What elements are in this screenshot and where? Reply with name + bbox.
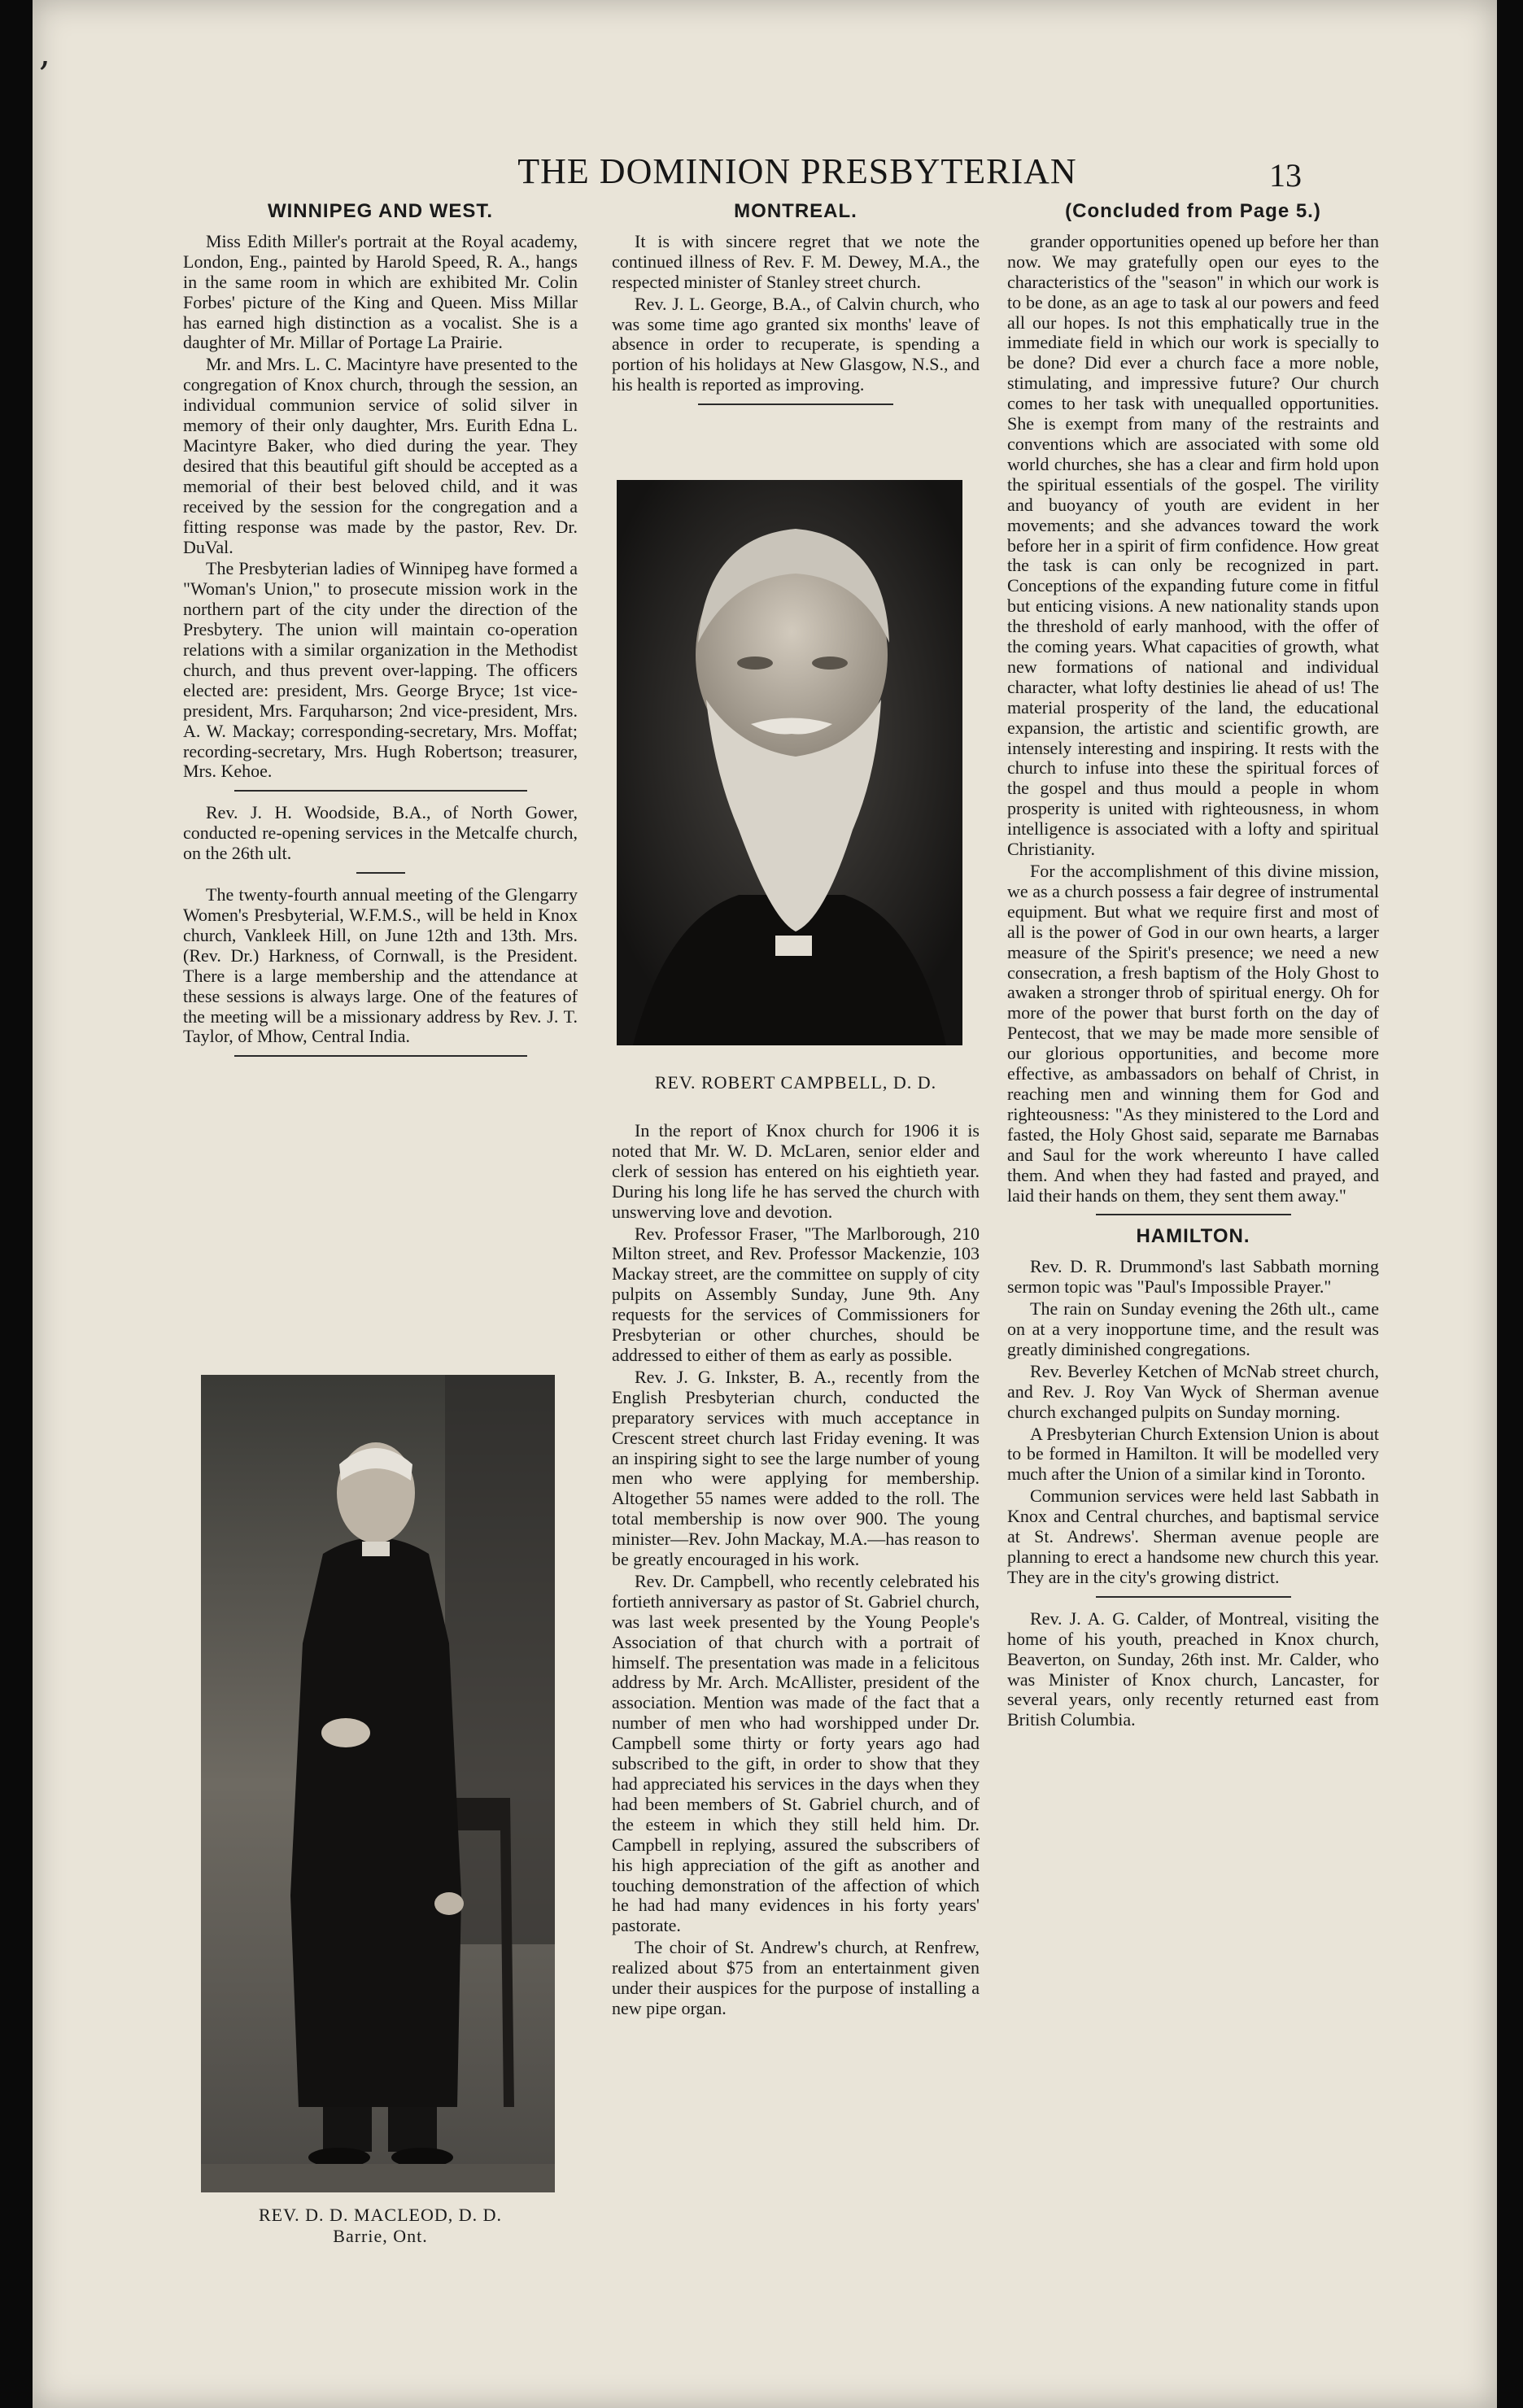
- article-paragraph: It is with sincere regret that we note the continued illness of Rev. F. M. Dewey, M.A., the respected minister of Stanley street church.: [612, 230, 980, 292]
- column-rule: [1096, 1596, 1291, 1598]
- article-paragraph: Rev. J. H. Woodside, B.A., of North Gower, conducted re-opening services in the Metcalfe church, on the 26th ult.: [183, 802, 578, 864]
- article-paragraph: The Presbyterian ladies of Winnipeg have formed a "Woman's Union," to prosecute mission work in the northern part of the city under the direction of the Presbytery. The union will maintain co-operation relations with a similar organization in the Methodist church, and thus prevent over-lapping. The officers elected are: president, Mrs. George Bryce; 1st vice-president, Mrs. Farquharson; 2nd vice-president, Mrs. A. W. Mackay; corresponding-secretary, Mrs. Moffat; recording-secretary, Mrs. Hugh Robertson; treasurer, Mrs. Kehoe.: [183, 558, 578, 782]
- section-heading-montreal: MONTREAL.: [734, 200, 858, 222]
- column-rule: [698, 404, 893, 405]
- article-paragraph: The rain on Sunday evening the 26th ult., came on at a very inopportune time, and the result was greatly diminished congregations.: [1007, 1298, 1379, 1359]
- article-paragraph: Miss Edith Miller's portrait at the Royal academy, London, Eng., painted by Harold Speed, R. A., hangs in the same room in which are exhibited Mr. Colin Forbes' picture of the King and Queen. Miss Millar has earned high distinction as a vocalist. She is a daughter of Mr. Millar of Portage La Prairie.: [183, 230, 578, 353]
- article-paragraph: Rev. Professor Fraser, "The Marlborough, 210 Milton street, and Rev. Professor Mackenzie, 103 Mackay street, are the committee on supply of city pulpits on Assembly Sunday, June 9th. Any requests for the services of Commissioners for Presbyterian or other churches, should be addressed to either of them as early as possible.: [612, 1223, 980, 1365]
- photo-caption-campbell: REV. ROBERT CAMPBELL, D. D.: [654, 1072, 937, 1093]
- article-paragraph: For the accomplishment of this divine mission, we as a church possess a fair degree of instrumental equipment. But what we require first and most of all is the power of God in our own hearts, a larger measure of the Spirit's presence; we need a new consecration, a fresh baptism of the Holy Ghost to awaken a stronger throb of spiritual energy. Oh for more of the power that burst forth on the day of Pentecost, that we may be made more sensible of our glorious opportunities, and become more effective, as ambassadors on behalf of Christ, in reaching men and winning them for God and righteousness: "As they ministered to the Lord and fasted, the Holy Ghost said, separate me Barnabas and Saul for the work whereunto I have called them. And when they had fasted and prayed, and laid their hands on them, they sent them away.": [1007, 861, 1379, 1206]
- article-paragraph: A Presbyterian Church Extension Union is about to be formed in Hamilton. It will be modelled very much after the Union of a similar kind in Toronto.: [1007, 1423, 1379, 1485]
- caption-name: REV. D. D. MACLEOD, D. D.: [259, 2205, 502, 2225]
- article-paragraph: In the report of Knox church for 1906 it is noted that Mr. W. D. McLaren, senior elder and clerk of session has entered on his eightieth year. During his long life he has served the church with unswerving love and devotion.: [612, 1120, 980, 1222]
- article-paragraph: Rev. J. G. Inkster, B. A., recently from the English Presbyterian church, conducted the preparatory services with much acceptance in Crescent street church last Friday evening. It was an inspiring sight to see the large number of young men who were applying for membership. Altogether 55 names were added to the roll. The total membership is now over 900. The young minister—Rev. John Mackay, M.A.—has reason to be greatly encouraged in his work.: [612, 1366, 980, 1570]
- section-heading-winnipeg: WINNIPEG AND WEST.: [267, 200, 494, 222]
- article-paragraph: Mr. and Mrs. L. C. Macintyre have presented to the congregation of Knox church, through the session, an individual communion service of solid silver in memory of their only daughter, Mrs. Eurith Edna L. Macintyre Baker, who died during the year. They desired that this beautiful gift should be accepted as a memorial of their best beloved child, and it was received by the session for the congregation and a fitting response was made by the pastor, Rev. Dr. DuVal.: [183, 354, 578, 557]
- middle-column-top: [612, 202, 980, 417]
- column-rule: [1096, 1214, 1291, 1215]
- article-paragraph: Rev. Beverley Ketchen of McNab street church, and Rev. J. Roy Van Wyck of Sherman avenue church exchanged pulpits on Sunday morning.: [1007, 1360, 1379, 1422]
- article-paragraph: The twenty-fourth annual meeting of the Glengarry Women's Presbyterial, W.F.M.S., will be held in Knox church, Vankleek Hill, on June 12th and 13th. Mrs. (Rev. Dr.) Harkness, of Cornwall, is the President. There is a large membership and the attendance at these sessions is always large. One of the features of the meeting will be a missionary address by Rev. J. T. Taylor, of Mhow, Central India.: [183, 884, 578, 1047]
- caption-location: Barrie, Ont.: [333, 2226, 428, 2246]
- article-paragraph: Communion services were held last Sabbath in Knox and Central churches, and baptismal service at St. Andrews'. Sherman avenue people are planning to erect a handsome new church this year. They are in the city's growing district.: [1007, 1485, 1379, 1587]
- article-paragraph: The choir of St. Andrew's church, at Renfrew, realized about $75 from an entertainment given under their auspices for the purpose of installing a new pipe organ.: [612, 1937, 980, 2018]
- middle-column-bottom: [612, 1121, 980, 2021]
- newspaper-page: [33, 0, 1497, 2408]
- article-paragraph: grander opportunities opened up before her than now. We may gratefully open our eyes to the characteristics of the "season" in which our work is to be done, as an age to task al our powers and feed all our hopes. Is not this emphatically true in the immediate field in which our work is specially to be done? Did ever a church face a more noble, stimulating, and impressive future? Our church comes to her task with unequalled opportunities. She is exempt from many of the restraints and conventions which are associated with some old world churches, she has a clear and firm hold upon the spiritual essentials of the gospel. The virility and buoyancy of youth are evident in her movements; and she advances toward the work before her in a spirit of firm confidence. How great the task is can only be recognized in part. Conceptions of the expanding future come in fitful but enticing visions. A new nationality stands upon the threshold of early manhood, with the offer of the coming years. What capacities of growth, what new formations of national and individual character, what lofty destinies lie ahead of us! The material prosperity of the land, the educational expansion, the artistic and scientific growth, are intensely interesting and inspiring. It rests with the church to infuse into these the spiritual forces of the gospel and thus mould a people in whom prosperity is united with righteousness, in whom intelligence is associated with a lofty and spiritual Christianity.: [1007, 230, 1379, 860]
- column-rule: [234, 790, 527, 792]
- section-heading-hamilton: HAMILTON.: [1136, 1225, 1250, 1248]
- left-column: [183, 202, 578, 1068]
- column-rule: [234, 1055, 527, 1057]
- column-rule: [356, 872, 405, 874]
- article-paragraph: Rev. D. R. Drummond's last Sabbath morning sermon topic was "Paul's Impossible Prayer.": [1007, 1256, 1379, 1298]
- portrait-photo-campbell: [617, 480, 962, 1045]
- page-number: 13: [1269, 157, 1302, 194]
- article-paragraph: Rev. J. A. G. Calder, of Montreal, visiting the home of his youth, preached in Knox church, Beaverton, on Sunday, 26th inst. Mr. Calder, who was Minister of Knox church, Lancaster, for several years, only recently returned east from British Columbia.: [1007, 1608, 1379, 1730]
- masthead: THE DOMINION PRESBYTERIAN: [517, 151, 1077, 191]
- portrait-photo-macleod: [201, 1375, 555, 2192]
- article-paragraph: Rev. Dr. Campbell, who recently celebrated his fortieth anniversary as pastor of St. Gabriel church, was last week presented by the Young People's Association of that church with a portrait of himself. The presentation was made in a felicitous address by Mr. Arch. McAllister, president of the association. Mention was made of the fact that a number of men who had worshipped under Dr. Campbell some thirty or forty years ago had subscribed to the gift, in order to show that they had appreciated his services in the days when they had been members of St. Gabriel church, and of the esteem in which they still held him. Dr. Campbell in replying, assured the subscribers of his high appreciation of the gift as another and touching demonstration of the affection of which he had had many evidences in his forty years' pastorate.: [612, 1570, 980, 1936]
- edge-mark: ,: [39, 33, 50, 74]
- photo-caption-macleod: [183, 2205, 578, 2247]
- right-column: [1007, 202, 1379, 1732]
- article-paragraph: Rev. J. L. George, B.A., of Calvin church, who was some time ago granted six months' leave of absence in order to recuperate, is spending a portion of his holidays at New Glasgow, N.S., and his health is reported as improving.: [612, 293, 980, 395]
- continuation-heading: (Concluded from Page 5.): [1065, 200, 1321, 222]
